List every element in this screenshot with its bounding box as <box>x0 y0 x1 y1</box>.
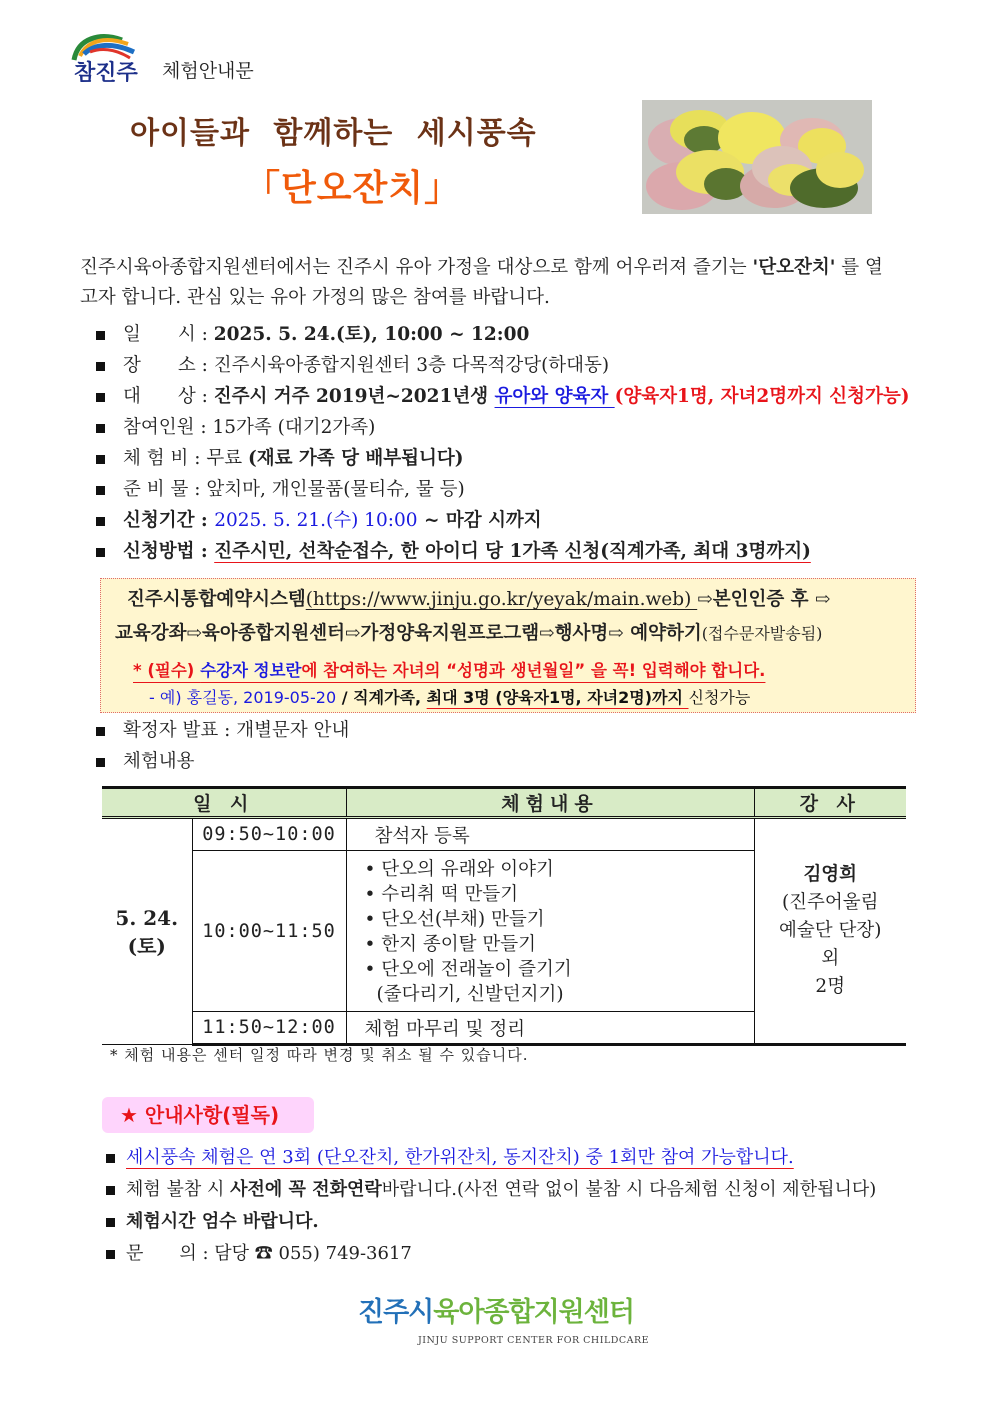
application-steps-line2: 교육강좌⇨육아종합지원센터⇨가정양육지원프로그램⇨행사명⇨ 예약하기(접수문자발송됨) <box>115 623 823 644</box>
schedule-time: 11:50~12:00 <box>192 1012 346 1045</box>
bullet-square-icon <box>106 1154 115 1163</box>
bullet-square-icon <box>106 1218 115 1227</box>
bullet-square-icon <box>96 758 105 767</box>
activity-list <box>353 851 748 1011</box>
detail-application-method: 신청방법 : 진주시민, 선착순접수, 한 아이디 당 1가족 신청(직계가족, 최대 3명까지) <box>96 537 916 568</box>
activity-item: • 단오에 전래놀이 즐기기 <box>365 957 748 982</box>
notice-badge: ★ 안내사항(필독) <box>102 1097 314 1133</box>
detail-program-heading: 체험내용 <box>96 747 916 778</box>
schedule-header-row <box>102 788 906 818</box>
header-content: 체험내용 <box>346 788 754 818</box>
detail-fee: 체 험 비 : 무료 (재료 가족 당 배부됩니다) <box>96 444 916 475</box>
bullet-square-icon <box>106 1186 115 1195</box>
intro-event-highlight: '단오잔치' <box>752 257 836 278</box>
schedule-content: 체험 마무리 및 정리 <box>346 1012 754 1045</box>
rice-cake-photo <box>642 100 872 214</box>
header-instructor: 강 사 <box>754 788 906 818</box>
bullet-square-icon <box>96 331 105 340</box>
event-details-list <box>96 320 916 568</box>
schedule-note: * 체험 내용은 센터 일정 따라 변경 및 취소 될 수 있습니다. <box>110 1046 529 1064</box>
bullet-square-icon <box>106 1250 115 1259</box>
bullet-square-icon <box>96 455 105 464</box>
page-title: 아이들과 함께하는 세시풍속 <box>130 116 537 151</box>
notice-item-frequency: 세시풍속 체험은 연 3회 (단오잔치, 한가위잔치, 동지잔치) 중 1회만 참여 가능합니다. <box>106 1143 936 1175</box>
activity-item: • 단오선(부채) 만들기 <box>365 907 748 932</box>
notice-list <box>106 1143 936 1271</box>
schedule-table <box>102 786 906 1046</box>
bullet-square-icon <box>96 517 105 526</box>
notice-item-punctuality: 체험시간 엄수 바랍니다. <box>106 1207 936 1239</box>
bullet-square-icon <box>96 548 105 557</box>
event-details-list-2 <box>96 716 916 778</box>
schedule-content <box>346 851 754 1012</box>
center-logo: 진주시육아종합지원센터 JINJU SUPPORT CENTER FOR CHILDCARE <box>358 1297 650 1346</box>
activity-item: • 단오의 유래와 이야기 <box>365 857 748 882</box>
schedule-time: 10:00~11:50 <box>192 851 346 1012</box>
activity-item: • 한지 종이탈 만들기 <box>365 932 748 957</box>
intro-paragraph: 진주시육아종합지원센터에서는 진주시 유아 가정을 대상으로 함께 어우러져 즐기는 '단오잔치' 를 열고자 합니다. 관심 있는 유아 가정의 많은 참여를 바랍니다. <box>80 257 883 308</box>
required-info-warning: * (필수) 수강자 정보란에 참여하는 자녀의 “성명과 생년월일” 을 꼭! 입력해야 합니다. <box>133 661 766 680</box>
schedule-instructor: 김영희 (진주어울림 예술단 단장) 외 2명 <box>754 818 906 1045</box>
detail-supplies: 준 비 물 : 앞치마, 개인물품(물티슈, 물 등) <box>96 475 916 506</box>
event-title: 「단오잔치」 <box>244 168 462 209</box>
bullet-square-icon <box>96 727 105 736</box>
detail-date: 일 시 : 2025. 5. 24.(토), 10:00 ~ 12:00 <box>96 320 916 351</box>
bullet-square-icon <box>96 424 105 433</box>
detail-place: 장 소 : 진주시육아종합지원센터 3층 다목적강당(하대동) <box>96 351 916 382</box>
notice-item-absence: 체험 불참 시 사전에 꼭 전화연락바랍니다.(사전 연락 없이 불참 시 다음체험 신청이 제한됩니다) <box>106 1175 936 1207</box>
detail-announcement: 확정자 발표 : 개별문자 안내 <box>96 716 916 747</box>
jinju-city-logo <box>70 30 152 82</box>
application-instructions-box <box>100 578 916 713</box>
bullet-square-icon <box>96 486 105 495</box>
activity-subitem: (줄다리기, 신발던지기) <box>376 984 564 1005</box>
document-type-label: 체험안내문 <box>162 60 254 82</box>
detail-application-period: 신청기간 : 2025. 5. 21.(수) 10:00 ~ 마감 시까지 <box>96 506 916 537</box>
table-row <box>102 818 906 851</box>
required-info-example: - 예) 홍길동, 2019-05-20 / 직계가족, 최대 3명 (양육자1명, 자녀2명)까지 신청가능 <box>149 688 751 707</box>
schedule-date: 5. 24. (토) <box>102 818 192 1045</box>
header-datetime: 일 시 <box>102 788 346 818</box>
notice-item-contact: 문 의 : 담당 ☎ 055) 749-3617 <box>106 1239 936 1271</box>
schedule-time: 09:50~10:00 <box>192 818 346 851</box>
bullet-square-icon <box>96 362 105 371</box>
contact-phone: 담당 ☎ 055) 749-3617 <box>214 1243 412 1264</box>
application-steps-line1: 진주시통합예약시스템(https://www.jinju.go.kr/yeyak/main.web) ⇨본인인증 후 ⇨ <box>127 589 831 610</box>
reservation-system-link[interactable]: (https://www.jinju.go.kr/yeyak/main.web) <box>305 589 698 610</box>
detail-participants: 참여인원 : 15가족 (대기2가족) <box>96 413 916 444</box>
svg-text:참진주: 참진주 <box>74 61 138 82</box>
schedule-content: 참석자 등록 <box>346 818 754 851</box>
detail-target: 대 상 : 진주시 거주 2019년~2021년생 유아와 양육자 (양육자1명, 자녀2명까지 신청가능) <box>96 382 916 413</box>
activity-item: • 수리취 떡 만들기 <box>365 882 748 907</box>
bullet-square-icon <box>96 393 105 402</box>
